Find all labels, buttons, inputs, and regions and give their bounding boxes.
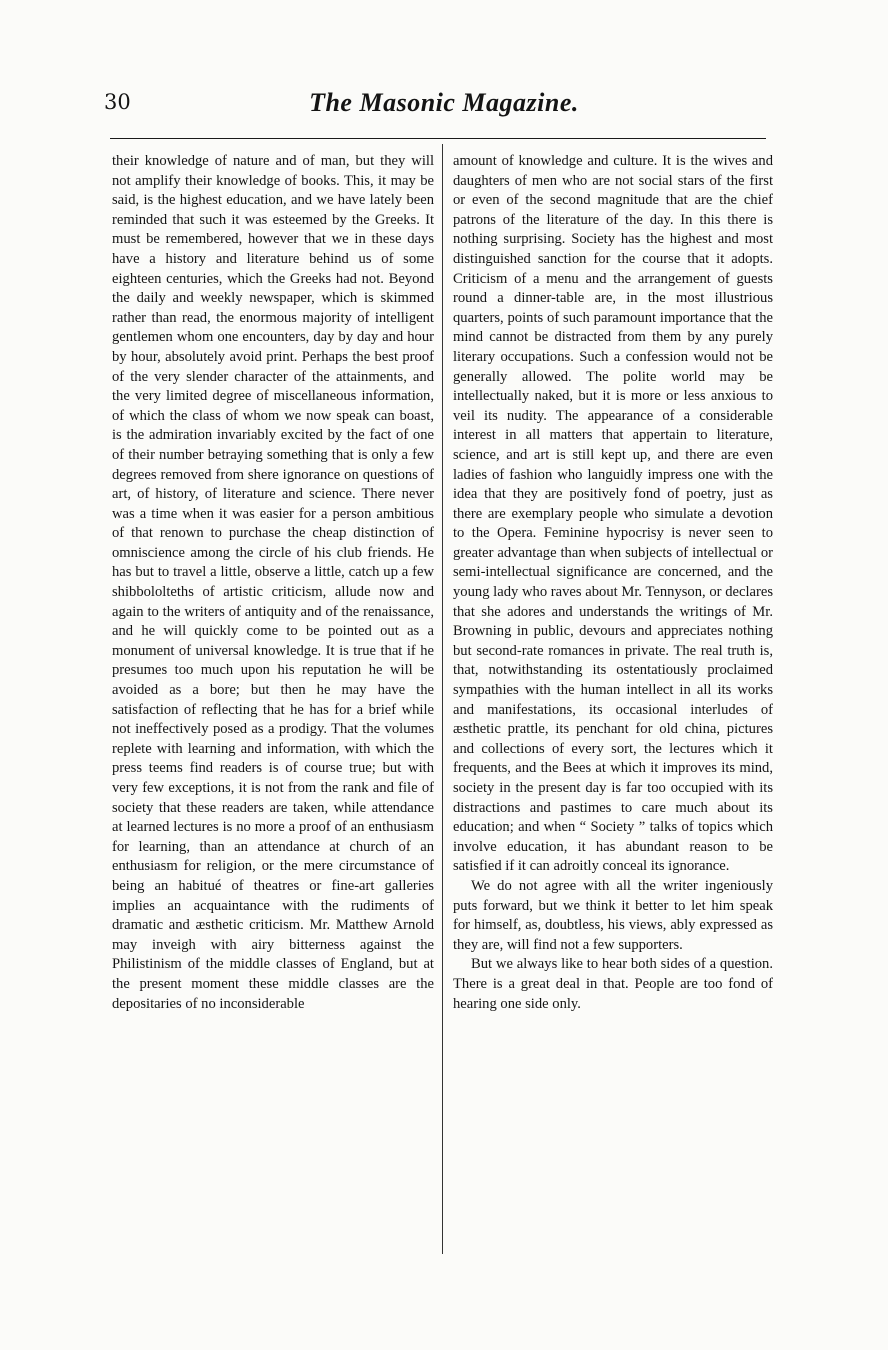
paragraph: their knowledge of nature and of man, but they will not amplify their knowledge of books. This, it may be said, is the highest education, and we have lately been reminded that such it was esteemed by the Greeks. It must be remembered, however that we in these days have a history and literature behind us of some eighteen centuries, which the Greeks had not. Beyond the daily and weekly newspaper, which is skimmed rather than read, the enormous majority of intelligent gentlemen whom one encounters, day by day and hour by hour, absolutely avoid print. Perhaps the best proof of the very slender character of the attainments, and the very limited degree of miscellaneous information, of which the class of whom we now speak can boast, is the admiration invariably excited by the fact of one of their number betraying something that is only a few degrees removed from shere ignorance on questions of art, of history, of literature and science. There never was a time when it was easier for a person ambitious of that renown to purchase the cheap distinction of omniscience among the circle of his club friends. He has but to travel a little, observe a little, catch up a few shibbololteths of artistic criticism, allude now and again to the writers of antiquity and of the renaissance, and he will quickly come to be pointed out as a monument of universal knowledge. It is true that if he presumes too much upon his reputation he will be avoided as a bore; but then he may have the satisfaction of reflecting that he has for a brief while not ineffectively posed as a prodigy. That the volumes replete with learning and information, with which the press teems find readers is of course true; but with very few exceptions, it is not from the rank and file of society that these readers are taken, while attendance at learned lectures is no more a proof of an enthusiasm for learning, than an attendance at church of an enthusiasm for religion, or the mere circumstance of being an habitué of theatres or fine-art galleries implies an acquaintance with the rudiments of dramatic and æsthetic criticism. Mr. Matthew Arnold may inveigh with airy bitterness against the Philistinism of the middle classes of England, but at the present moment these middle classes are the depositaries of no inconsiderable: [112, 153, 434, 1012]
header-rule: [110, 138, 766, 139]
paragraph: amount of knowledge and culture. It is the wives and daughters of men who are not social stars of the first or even of the second magnitude that are the chief patrons of the literature of the day. In this there is nothing surprising. Society has the highest and most distinguished sanction for the course that it adopts. Criticism of a menu and the arrangement of guests round a dinner-table are, in the most illustrious quarters, points of such paramount importance that the mind cannot be distracted from them by any purely literary occupations. Such a confession would not be generally allowed. The polite world may be intellectually naked, but it is more or less anxious to veil its nudity. The appearance of a considerable interest in all matters that appertain to literature, science, and art is still kept up, and there are even ladies of fashion who languidly impress one with the idea that they are positively fond of poetry, just as there are exemplary people who simulate a devotion to the Opera. Feminine hypocrisy is never seen to greater advantage than when subjects of intellectual or semi-intellectual significance are concerned, and the young lady who raves about Mr. Tennyson, or declares that she adores and understands the writings of Mr. Browning in public, devours and appreciates nothing but second-rate romances in private. The real truth is, that, notwithstanding its ostentatiously proclaimed sympathies with the human intellect in all its works and manifestations, its occasional interludes of æsthetic prattle, its penchant for old china, pictures and collections of every sort, the lectures which it frequents, and the Bees at which it improves its mind, society in the present day is far too occupied with its distractions and pastimes to care much about its education; and when “ Society ” talks of topics which involve education, it has abundant reason to be satisfied if it can adroitly conceal its ignorance.: [453, 153, 773, 875]
column-divider: [442, 144, 443, 1254]
paragraph: But we always like to hear both sides of a question. There is a great deal in that. People are too fond of hearing one side only.: [453, 956, 773, 1012]
left-column: [112, 152, 434, 1014]
paragraph: We do not agree with all the writer ingeniously puts forward, but we think it better to let him speak for himself, as, doubtless, his views, ably expressed as they are, will find not a few supporters.: [453, 877, 773, 953]
right-column: [453, 152, 773, 1014]
running-head-title: The Masonic Magazine.: [309, 88, 579, 117]
page-number: 30: [104, 90, 131, 114]
